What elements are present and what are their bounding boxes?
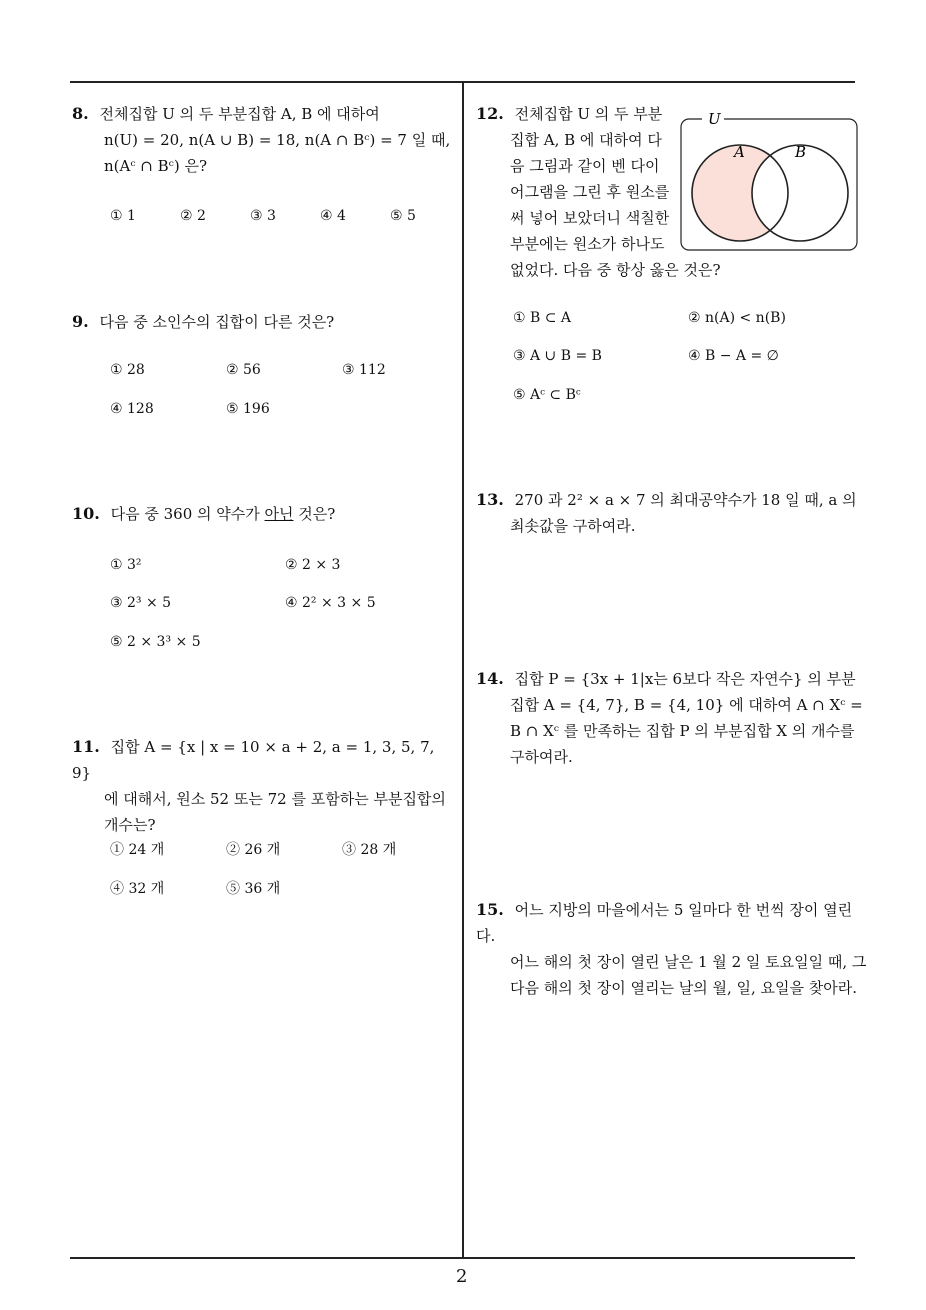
question-number: 14. (476, 669, 504, 688)
option[interactable]: ④ B − A = ∅ (688, 348, 779, 364)
option[interactable]: ② 26 개 (226, 842, 281, 858)
question-line: 없었다. 다음 중 항상 옳은 것은? (510, 261, 721, 279)
question-8 (72, 101, 457, 179)
question-line: n(Aᶜ ∩ Bᶜ) 은? (104, 157, 208, 175)
question-number: 13. (476, 490, 504, 509)
universe-label: U (708, 110, 721, 128)
question-line: n(U) = 20, n(A ∪ B) = 18, n(A ∩ Bᶜ) = 7 일 때, (104, 131, 451, 149)
option[interactable]: ③ 2³ × 5 (110, 595, 172, 611)
question-line: 집합 A, B 에 대하여 다 (510, 131, 662, 149)
question-text (476, 901, 867, 1001)
option[interactable]: ① 24 개 (110, 842, 165, 858)
question-line: 어그램을 그린 후 원소를 (510, 183, 670, 201)
question-line: 어느 지방의 마을에서는 5 일마다 한 번씩 장이 열린다. (476, 901, 853, 945)
question-15 (476, 897, 867, 1001)
question-line: 다음 중 소인수의 집합이 다른 것은? (99, 313, 335, 331)
option[interactable]: ② 2 (180, 208, 206, 224)
question-line: 음 그림과 같이 벤 다이 (510, 157, 660, 175)
question-line: 전체집합 U 의 두 부분집합 A, B 에 대하여 (99, 105, 380, 123)
venn-diagram (680, 108, 860, 253)
question-number: 10. (72, 504, 100, 523)
option[interactable]: ① B ⊂ A (513, 310, 572, 326)
question-text (72, 105, 457, 179)
question-12 (476, 101, 721, 283)
question-line: 써 넣어 보았더니 색칠한 (510, 209, 670, 227)
option[interactable]: ② n(A) < n(B) (688, 310, 786, 326)
option[interactable]: ④ 4 (320, 208, 346, 224)
bottom-rule (70, 1257, 855, 1259)
option[interactable]: ⑤ 5 (390, 208, 416, 224)
question-line: 부분에는 원소가 하나도 (510, 235, 665, 253)
question-text (476, 670, 861, 770)
question-text (72, 738, 457, 838)
option[interactable]: ⑤ 196 (226, 401, 270, 417)
option[interactable]: ④ 128 (110, 401, 154, 417)
question-line: 에 대해서, 원소 52 또는 72 를 포함하는 부분집합의 (104, 790, 446, 808)
option[interactable]: ⑤ Aᶜ ⊂ Bᶜ (513, 387, 581, 403)
option[interactable]: ② 56 (226, 362, 261, 378)
option[interactable]: ④ 2² × 3 × 5 (285, 595, 376, 611)
question-13 (476, 487, 861, 539)
option[interactable]: ⑤ 2 × 3³ × 5 (110, 634, 201, 650)
question-number: 11. (72, 737, 100, 756)
option[interactable]: ② 2 × 3 (285, 557, 341, 573)
question-line: 집합 A = {x | x = 10 × a + 2, a = 1, 3, 5, 7, 9} (72, 738, 435, 782)
set-b-label: B (795, 143, 807, 161)
option[interactable]: ④ 32 개 (110, 881, 165, 897)
question-text (476, 491, 861, 539)
option[interactable]: ③ A ∪ B = B (513, 348, 602, 364)
column-divider (462, 82, 464, 1258)
question-line: 개수는? (104, 816, 156, 834)
question-line: 집합 A = {4, 7}, B = {4, 10} 에 대하여 A ∩ Xᶜ = (510, 696, 863, 714)
question-14 (476, 666, 861, 770)
option[interactable]: ③ 112 (342, 362, 386, 378)
question-line: 전체집합 U 의 두 부분 (514, 105, 663, 123)
option[interactable]: ① 28 (110, 362, 145, 378)
option[interactable]: ③ 3 (250, 208, 276, 224)
question-number: 15. (476, 900, 504, 919)
question-text-prefix: 다음 중 360 의 약수가 (110, 505, 265, 523)
question-10 (72, 501, 457, 527)
option[interactable]: ⑤ 36 개 (226, 881, 281, 897)
question-line: 최솟값을 구하여라. (510, 517, 636, 535)
question-line: 270 과 2² × a × 7 의 최대공약수가 18 일 때, a 의 (514, 491, 857, 509)
question-line: 구하여라. (510, 748, 573, 766)
option[interactable]: ① 3² (110, 557, 142, 573)
question-text (476, 105, 721, 283)
page-number: 2 (456, 1266, 468, 1287)
question-number: 9. (72, 312, 89, 331)
question-11 (72, 734, 457, 838)
question-number: 12. (476, 104, 504, 123)
question-text-suffix: 것은? (293, 505, 336, 523)
question-line: 집합 P = {3x + 1|x는 6보다 작은 자연수} 의 부분 (514, 670, 856, 688)
option[interactable]: ③ 28 개 (342, 842, 397, 858)
underlined-word: 아닌 (264, 505, 294, 523)
set-a-label: A (734, 143, 745, 161)
question-line: B ∩ Xᶜ 를 만족하는 집합 P 의 부분집합 X 의 개수를 (510, 722, 855, 740)
question-line: 다음 해의 첫 장이 열리는 날의 월, 일, 요일을 찾아라. (510, 979, 858, 997)
question-number: 8. (72, 104, 89, 123)
question-9 (72, 309, 457, 335)
question-line: 어느 해의 첫 장이 열린 날은 1 월 2 일 토요일일 때, 그 (510, 953, 867, 971)
option[interactable]: ① 1 (110, 208, 136, 224)
